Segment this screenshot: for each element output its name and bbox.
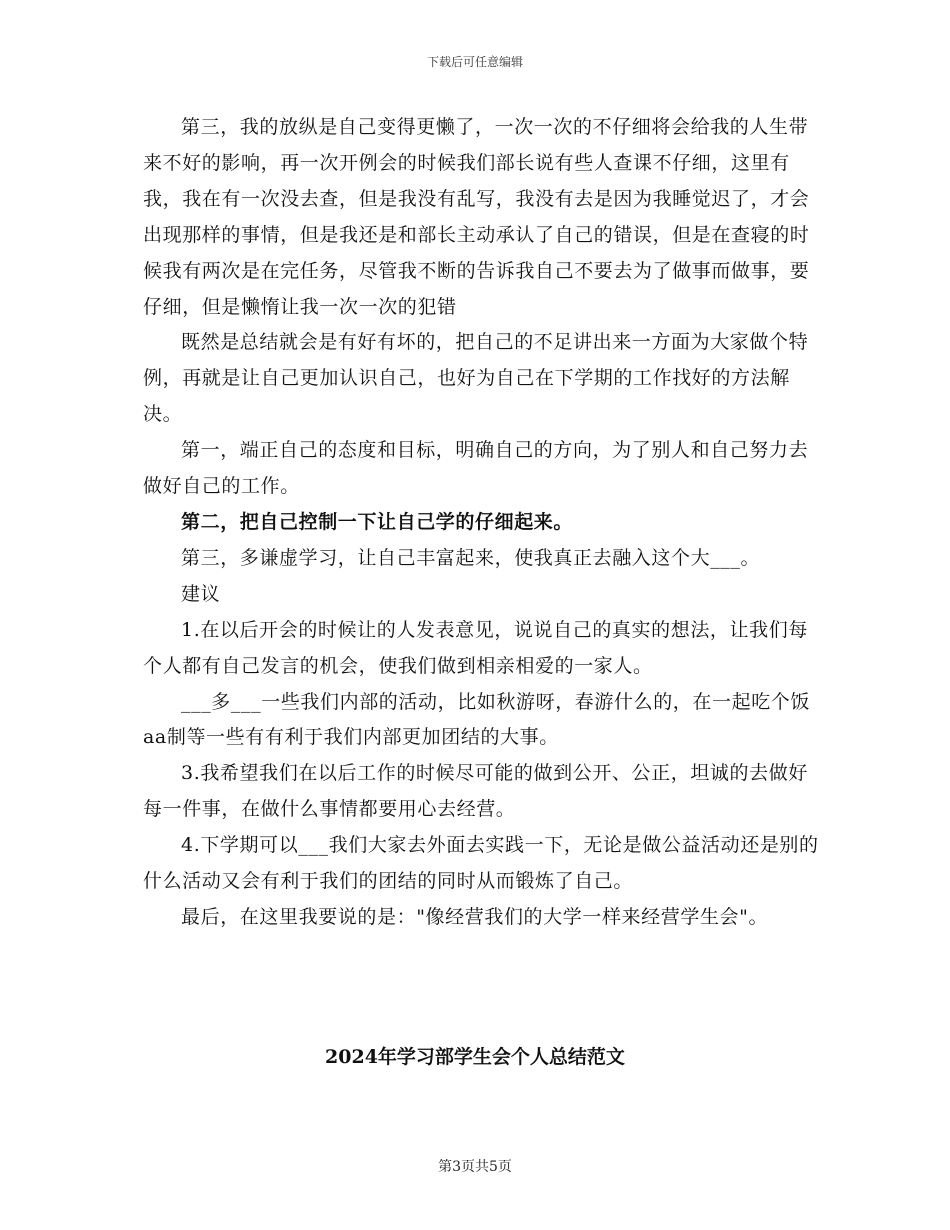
paragraph-suggestion-3: 3.我希望我们在以后工作的时候尽可能的做到公开、公正，坦诚的去做好每一件事，在做什么事情都要用心去经营。 — [143, 762, 808, 821]
header-note: 下载后可任意编辑 — [426, 55, 523, 69]
paragraph-suggestion-4: 4.下学期可以___我们大家去外面去实践一下，无论是做公益活动还是别的什么活动又会有利于我们的团结的同时从而锻炼了自己。 — [143, 834, 819, 893]
paragraph-suggestion-1: 1.在以后开会的时候让的人发表意见，说说自己的真实的想法，让我们每个人都有自己发言的机会，使我们做到相亲相爱的一家人。 — [143, 618, 808, 677]
section-title: 2024年学习部学生会个人总结范文 — [325, 1046, 625, 1068]
paragraph-suggestion-2: ___多___一些我们内部的活动，比如秋游呀，春游什么的，在一起吃个饭aa制等一些有有利于我们内部更加团结的大事。 — [143, 690, 811, 749]
paragraph-closing: 最后，在这里我要说的是："像经营我们的大学一样来经营学生会"。 — [181, 905, 769, 928]
paragraph-self-criticism: 第三，我的放纵是自己变得更懒了，一次一次的不仔细将会给我的人生带来不好的影响，再一次开例会的时候我们部长说有些人查课不仔细，这里有我，我在有一次没去查，但是我没有乱写，我没有去是因为我睡觉迟了，才会出现那样的事情，但是我还是和部长主动承认了自己的错误，但是在查寝的时候我有两次是在完任务，尽管我不断的告诉我自己不要去为了做事而做事，要仔细，但是懒惰让我一次一次的犯错 — [143, 116, 810, 318]
page-number: 第3页共5页 — [438, 1159, 512, 1175]
paragraph-goal-second: 第二，把自己控制一下让自己学的仔细起来。 — [181, 510, 574, 533]
paragraph-goal-first: 第一，端正自己的态度和目标，明确自己的方向，为了别人和自己努力去做好自己的工作。 — [143, 439, 809, 498]
paragraph-suggestions-heading: 建议 — [181, 582, 221, 605]
document-body — [143, 110, 823, 936]
paragraph-summary-intro: 既然是总结就会是有好有坏的，把自己的不足讲出来一方面为大家做个特例，再就是让自己更加认识自己，也好为自己在下学期的工作找好的方法解决。 — [143, 331, 809, 426]
paragraph-goal-third: 第三，多谦虚学习，让自己丰富起来，使我真正去融入这个大___。 — [181, 546, 761, 569]
